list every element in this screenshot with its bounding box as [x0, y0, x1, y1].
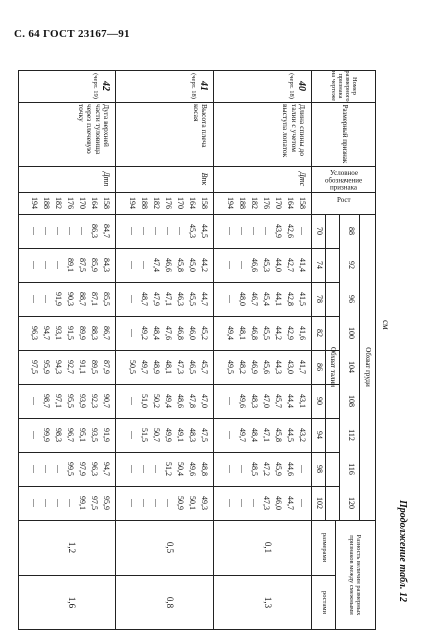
table-cell: 50,2	[152, 394, 161, 408]
height-value: 194	[226, 197, 235, 209]
table-cell: 47,9	[152, 292, 161, 306]
table-cell: 93,5	[90, 428, 99, 442]
table-cell: 95,1	[78, 428, 87, 442]
diff-height: 0,8	[165, 596, 175, 609]
table-cell: 95,9	[102, 496, 111, 510]
height-value: 176	[66, 197, 75, 209]
table-cell: 96,7	[66, 428, 75, 442]
height-value: 188	[140, 197, 149, 209]
table-caption: Продолжение табл. 12	[397, 500, 408, 603]
table-cell: —	[152, 499, 161, 507]
table-cell: 44,7	[200, 292, 209, 306]
table-cell: —	[152, 465, 161, 473]
table-cell: 48,3	[188, 428, 197, 442]
table-cell: 48,4	[250, 428, 259, 442]
table-cell: —	[262, 227, 271, 235]
table-cell: 50,1	[188, 496, 197, 510]
table-cell: 44,5	[200, 224, 209, 238]
table-cell: 90,3	[66, 292, 75, 306]
table-cell: —	[250, 499, 259, 507]
chest-value: 92	[347, 261, 356, 269]
table-cell: 48,9	[152, 360, 161, 374]
table-cell: 94,7	[42, 326, 51, 340]
table-cell: 47,0	[262, 394, 271, 408]
table-cell: 43,2	[298, 428, 307, 442]
table-cell: 44,1	[274, 292, 283, 306]
height-value: 158	[102, 197, 111, 209]
table-cell: —	[298, 227, 307, 235]
table-cell: 44,0	[274, 258, 283, 272]
table-cell: 99,1	[78, 496, 87, 510]
table-cell: 42,8	[286, 292, 295, 306]
table-cell: 45,4	[262, 292, 271, 306]
diff-height: 1,6	[67, 596, 77, 609]
diff-size: 0,5	[165, 541, 175, 554]
table-cell: 49,2	[140, 326, 149, 340]
table-cell: —	[226, 227, 235, 235]
table-cell: —	[140, 261, 149, 269]
table-cell: 47,0	[200, 394, 209, 408]
table-cell: 46,8	[176, 326, 185, 340]
chest-value: 116	[347, 463, 356, 475]
table-cell: —	[238, 227, 247, 235]
table-cell: —	[140, 227, 149, 235]
table-cell: 47,1	[262, 428, 271, 442]
chest-value: 88	[347, 227, 356, 235]
table-cell: —	[164, 499, 173, 507]
chest-value: 120	[347, 497, 356, 509]
table-cell: —	[30, 499, 39, 507]
table-cell: 47,6	[164, 326, 173, 340]
header-diff: Разность величин размерных признаков между смежными	[348, 534, 363, 616]
table-cell: —	[30, 261, 39, 269]
table-cell: 45,3	[262, 258, 271, 272]
height-value: 164	[188, 197, 197, 209]
table-cell: —	[128, 227, 137, 235]
table-cell: 50,9	[176, 496, 185, 510]
table-cell: —	[128, 431, 137, 439]
table-cell: —	[128, 499, 137, 507]
row-ref: (черт. 18)	[288, 73, 295, 99]
table-cell: 47,2	[262, 462, 271, 476]
table-cell: 48,4	[152, 326, 161, 340]
table-cell: 94,3	[54, 360, 63, 374]
table-cell: 46,0	[188, 326, 197, 340]
table-cell: 89,5	[90, 360, 99, 374]
table-cell: 46,6	[250, 258, 259, 272]
height-value: 158	[200, 197, 209, 209]
table-cell: —	[54, 465, 63, 473]
table-cell: 51,5	[140, 428, 149, 442]
table-cell: 49,5	[226, 360, 235, 374]
table-cell: 48,2	[238, 360, 247, 374]
table-cell: 49,7	[238, 428, 247, 442]
table-cell: 85,5	[102, 292, 111, 306]
table-cell: 44,6	[286, 462, 295, 476]
chest-value: 104	[347, 361, 356, 373]
row-feature: Высота плеча косая	[191, 104, 209, 148]
table-cell: 47,4	[152, 258, 161, 272]
table-cell: 85,9	[90, 258, 99, 272]
height-value: 182	[54, 197, 63, 209]
height-value: 182	[250, 197, 259, 209]
row-ref: (черт. 19)	[92, 73, 99, 99]
height-value: 188	[42, 197, 51, 209]
table-cell: —	[152, 227, 161, 235]
table-cell: 47,3	[176, 360, 185, 374]
table-cell: 47,5	[200, 428, 209, 442]
page-header: С. 64 ГОСТ 23167—91	[14, 28, 130, 40]
table-cell: 50,5	[128, 360, 137, 374]
table-cell: 48,6	[176, 394, 185, 408]
diff-size: 0,1	[263, 541, 273, 554]
waist-value: 90	[315, 397, 324, 405]
table-cell: 42,6	[286, 224, 295, 238]
table-cell: 44,2	[200, 258, 209, 272]
table-cell: 94,7	[102, 462, 111, 476]
header-chest: Обхват груди	[363, 347, 372, 387]
table-cell: —	[298, 499, 307, 507]
waist-value: 82	[315, 329, 324, 337]
table-cell: —	[226, 431, 235, 439]
height-value: 176	[164, 197, 173, 209]
table-cell: 44,7	[286, 496, 295, 510]
table-cell: 50,7	[152, 428, 161, 442]
table-cell: 95,9	[42, 360, 51, 374]
table-cell: —	[128, 295, 137, 303]
row-symbol: Дтс	[298, 171, 307, 187]
table-cell: 49,6	[188, 462, 197, 476]
row-symbol: Впк	[200, 172, 209, 186]
header-symbol: Условное обозначение признака	[325, 169, 363, 192]
table-cell: 45,7	[200, 360, 209, 374]
table-cell: 41,5	[298, 292, 307, 306]
table-cell: 48,1	[238, 326, 247, 340]
header-diff-sizes: размерами	[320, 532, 328, 563]
table-cell: 45,8	[274, 428, 283, 442]
table-cell: 93,1	[54, 326, 63, 340]
table-cell: 89,9	[78, 326, 87, 340]
table-cell: 99,5	[66, 462, 75, 476]
col-rule	[18, 166, 376, 167]
height-value: 170	[176, 197, 185, 209]
height-value: 176	[262, 197, 271, 209]
table-cell: 50,4	[176, 462, 185, 476]
table-cell: 49,4	[164, 394, 173, 408]
table-cell: 91,9	[54, 292, 63, 306]
table-cell: 88,7	[78, 292, 87, 306]
table-cell: —	[30, 465, 39, 473]
table-cell: —	[226, 261, 235, 269]
header-diff-heights: ростами	[320, 591, 328, 614]
table-cell: 44,2	[274, 326, 283, 340]
table-cell: 84,3	[102, 258, 111, 272]
table-cell: —	[128, 261, 137, 269]
chest-value: 100	[347, 327, 356, 339]
table-cell: 98,7	[42, 394, 51, 408]
table-cell: 49,1	[176, 428, 185, 442]
table-cell: 86,7	[102, 326, 111, 340]
table-cell: —	[140, 465, 149, 473]
table-cell: 46,7	[250, 292, 259, 306]
table-cell: 91,9	[102, 428, 111, 442]
table-cell: 97,5	[90, 496, 99, 510]
table-cell: 86,3	[90, 224, 99, 238]
row-number: 42	[100, 81, 111, 91]
table-cell: —	[54, 499, 63, 507]
table-cell: 41,4	[298, 258, 307, 272]
table-cell: —	[238, 499, 247, 507]
row-feature: Длина спины до талии с учетом выступа лопаток	[281, 104, 307, 158]
table-cell: 48,8	[200, 462, 209, 476]
waist-value: 74	[315, 261, 324, 269]
table-cell: 42,7	[286, 258, 295, 272]
table-cell: 42,9	[286, 326, 295, 340]
table-cell: 47,1	[164, 292, 173, 306]
table-cell: —	[30, 295, 39, 303]
table-cell: —	[42, 261, 51, 269]
table-cell: 91,5	[66, 326, 75, 340]
table-cell: —	[238, 261, 247, 269]
table-cell: 96,3	[30, 326, 39, 340]
table-cell: 43,1	[298, 394, 307, 408]
table-cell: 41,6	[298, 326, 307, 340]
header-feature: Размерный признак	[340, 104, 349, 164]
table-cell: —	[176, 227, 185, 235]
table-cell: 46,0	[274, 496, 283, 510]
table-cell: 45,2	[200, 326, 209, 340]
table-cell: 92,7	[66, 360, 75, 374]
table-cell: 99,9	[42, 428, 51, 442]
height-value: 170	[78, 197, 87, 209]
table-cell: —	[250, 227, 259, 235]
table-cell: 49,4	[226, 326, 235, 340]
table-cell: 97,1	[54, 394, 63, 408]
table-cell: —	[128, 329, 137, 337]
table-cell: 44,4	[286, 394, 295, 408]
table-cell: 90,7	[102, 394, 111, 408]
table-cell: —	[164, 227, 173, 235]
table-cell: 44,5	[286, 428, 295, 442]
header-subrule	[18, 575, 336, 576]
table-cell: 45,7	[274, 394, 283, 408]
table-cell: 97,9	[78, 462, 87, 476]
table-cell: 51,2	[164, 462, 173, 476]
table-cell: 45,5	[262, 326, 271, 340]
table-cell: 51,0	[140, 394, 149, 408]
table-cell: 46,8	[250, 326, 259, 340]
row-rule	[115, 70, 116, 630]
table-cell: —	[30, 227, 39, 235]
table-cell: 87,5	[78, 258, 87, 272]
table-cell: 88,3	[90, 326, 99, 340]
row-feature: Дуга верхней части туловища через плечевую точку	[77, 104, 111, 155]
chest-value: 96	[347, 295, 356, 303]
table-cell: 47,8	[188, 394, 197, 408]
table-cell: 87,1	[90, 292, 99, 306]
header-number: Номер размерного признака на чертеже	[329, 70, 359, 102]
row-number: 41	[198, 81, 209, 91]
table-cell: 93,9	[78, 394, 87, 408]
table-cell: 48,3	[250, 394, 259, 408]
height-value: 170	[274, 197, 283, 209]
table-cell: —	[30, 431, 39, 439]
height-value: 158	[298, 197, 307, 209]
table-cell: 98,3	[54, 428, 63, 442]
waist-value: 78	[315, 295, 324, 303]
table-cell: 84,7	[102, 224, 111, 238]
table-cell: —	[42, 295, 51, 303]
table-cell: 48,1	[164, 360, 173, 374]
table-cell: —	[42, 499, 51, 507]
table-cell: —	[226, 397, 235, 405]
table-cell: 45,6	[262, 360, 271, 374]
table-cell: —	[226, 465, 235, 473]
table-cell: —	[42, 227, 51, 235]
table-cell: 44,3	[274, 360, 283, 374]
table-cell: 45,8	[176, 258, 185, 272]
table-cell: 46,6	[164, 258, 173, 272]
table-cell: —	[226, 295, 235, 303]
table-cell: 92,3	[90, 394, 99, 408]
table-cell: 97,5	[30, 360, 39, 374]
table-cell: —	[42, 465, 51, 473]
table-cell: 46,5	[188, 360, 197, 374]
waist-value: 102	[315, 497, 324, 509]
table-cell: 91,1	[78, 360, 87, 374]
table-cell: 48,7	[140, 292, 149, 306]
rotated-table-page	[12, 70, 412, 630]
height-value: 164	[90, 197, 99, 209]
table-cell: 49,3	[200, 496, 209, 510]
row-number: 40	[296, 81, 307, 91]
height-value: 164	[286, 197, 295, 209]
table-cell: 43,9	[274, 224, 283, 238]
table-cell: 45,5	[188, 292, 197, 306]
unit-label: см	[381, 320, 391, 330]
table-cell: 96,3	[90, 462, 99, 476]
table-cell: 45,0	[188, 258, 197, 272]
table-cell: 47,3	[262, 496, 271, 510]
table-cell: 43,0	[286, 360, 295, 374]
table-cell: 87,9	[102, 360, 111, 374]
row-ref: (черт. 18)	[190, 73, 197, 99]
table-cell: —	[128, 397, 137, 405]
table-cell: —	[30, 397, 39, 405]
chest-value: 108	[347, 395, 356, 407]
table-cell: —	[66, 499, 75, 507]
table-cell: 41,7	[298, 360, 307, 374]
table-cell: 45,9	[274, 462, 283, 476]
table-cell: 46,3	[176, 292, 185, 306]
table-cell: —	[78, 227, 87, 235]
table-cell: —	[54, 227, 63, 235]
table-cell: 45,3	[188, 224, 197, 238]
height-value: 188	[238, 197, 247, 209]
table-cell: —	[66, 227, 75, 235]
table-cell: —	[238, 465, 247, 473]
waist-value: 98	[315, 465, 324, 473]
header-height: Рост	[337, 196, 351, 204]
diff-size: 1,2	[67, 541, 77, 554]
row-symbol: Дтп	[102, 171, 111, 187]
waist-value: 86	[315, 363, 324, 371]
table-cell: 49,9	[164, 428, 173, 442]
table-cell: 89,1	[66, 258, 75, 272]
waist-value: 94	[315, 431, 324, 439]
waist-value: 70	[315, 227, 324, 235]
table-cell: 48,5	[250, 462, 259, 476]
table-cell: 95,5	[66, 394, 75, 408]
header-waist: Обхват талии	[329, 346, 338, 388]
height-value: 194	[128, 197, 137, 209]
table-cell: —	[226, 499, 235, 507]
diff-height: 1,3	[263, 596, 273, 609]
header-subrule	[339, 214, 340, 520]
row-rule	[213, 70, 214, 630]
height-value: 182	[152, 197, 161, 209]
height-value: 194	[30, 197, 39, 209]
table-cell: —	[140, 499, 149, 507]
table-cell: —	[128, 465, 137, 473]
table-cell: 46,9	[250, 360, 259, 374]
table-cell: 49,6	[238, 394, 247, 408]
table-cell: —	[54, 261, 63, 269]
table-cell: 48,0	[238, 292, 247, 306]
chest-value: 112	[347, 429, 356, 441]
table-cell: —	[298, 465, 307, 473]
table-cell: 49,7	[140, 360, 149, 374]
